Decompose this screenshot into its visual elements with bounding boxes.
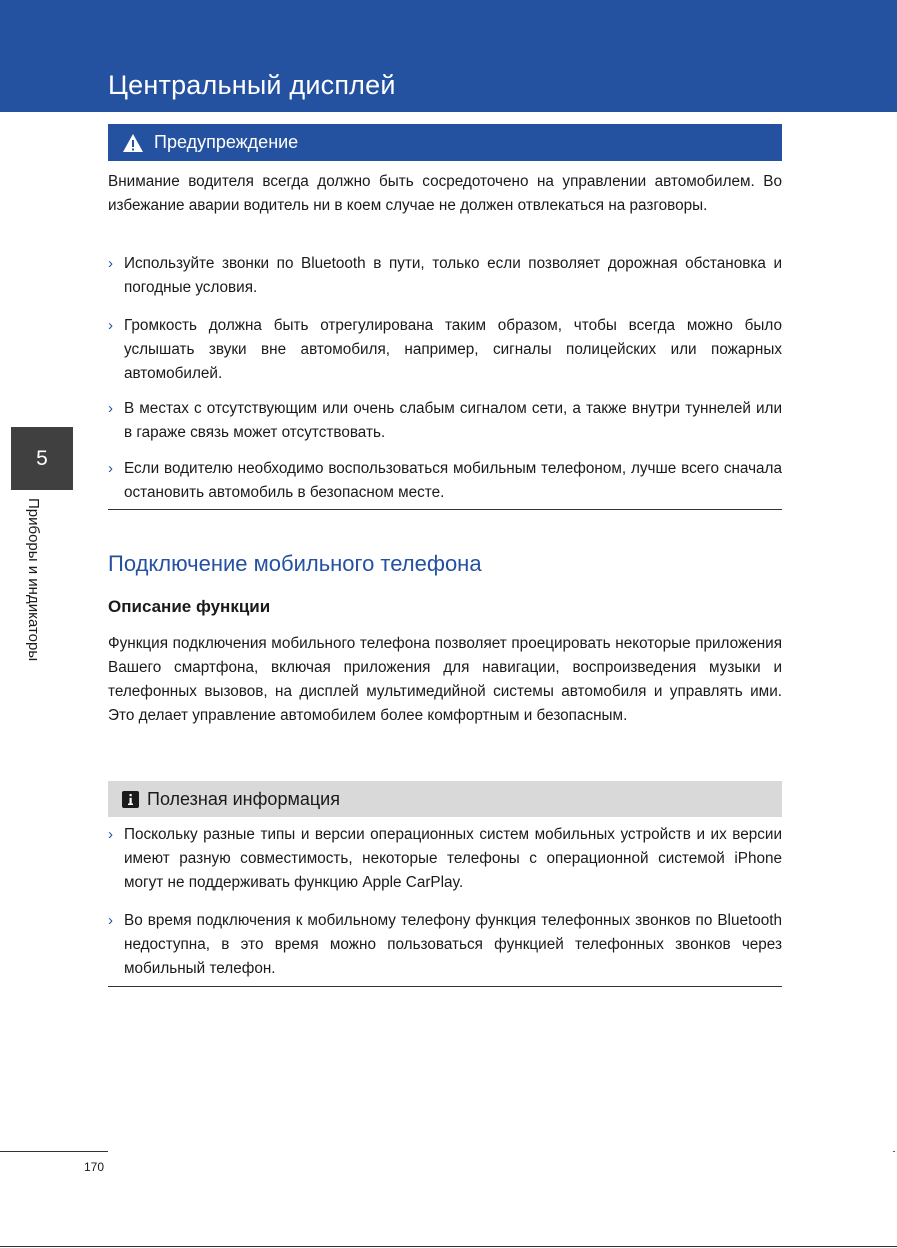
page-number: 170 [84,1160,105,1174]
warning-header [108,124,782,161]
warning-item [108,252,782,300]
section-title: Подключение мобильного телефона [108,551,482,576]
chapter-number: 5 [36,446,48,470]
info-item-text: Во время подключения к мобильному телефону функция телефонных звонков по Bluetooth недоступна, в это время можно пользоваться функцией телефонных звонков через мобильный телефон. [124,912,782,977]
page-title: Центральный дисплей [108,70,396,100]
info-item [108,909,782,981]
warning-item-text: Если водителю необходимо воспользоваться мобильным телефоном, лучше всего сначала остановить автомобиль в безопасном месте. [124,460,782,501]
divider [108,986,782,987]
info-item-text: Поскольку разные типы и версии операционных систем мобильных устройств и их версии имеют разную совместимость, некоторые телефоны с операционной системой iPhone могут не поддерживать функцию Apple CarPlay. [124,826,782,891]
warning-item-text: В местах с отсутствующим или очень слабым сигналом сети, а также внутри туннелей или в гараже связь может отсутствовать. [124,400,782,441]
chapter-tab [11,427,73,490]
page-header [0,0,897,112]
info-header [108,781,782,817]
warning-title: Предупреждение [154,132,299,152]
crop-mark [893,110,895,111]
chevron-right-icon: › [108,460,113,477]
info-title: Полезная информация [147,788,340,809]
divider [108,509,782,510]
warning-item-text: Громкость должна быть отрегулирована таким образом, чтобы всегда можно было услышать звуки вне автомобиля, например, сигналы полицейских или пожарных автомобилей. [124,317,782,382]
warning-triangle-icon [122,133,144,153]
footer-divider [0,1151,108,1152]
crop-mark [893,1151,895,1152]
chevron-right-icon: › [108,317,113,334]
warning-item [108,457,782,505]
warning-item [108,397,782,445]
chevron-right-icon: › [108,255,113,272]
chevron-right-icon: › [108,400,113,417]
warning-intro: Внимание водителя всегда должно быть сосредоточено на управлении автомобилем. Во избежание аварии водитель ни в коем случае не должен отвлекаться на разговоры. [108,173,782,214]
chapter-label: Приборы и индикаторы [25,498,42,662]
section-subtitle: Описание функции [108,597,271,616]
section-description: Функция подключения мобильного телефона позволяет проецировать некоторые приложения Вашего смартфона, включая приложения для навигации, воспроизведения музыки и телефонных вызовов, на дисплей мультимедийной системы автомобиля и управлять ими. Это делает управление автомобилем более комфортным и безопасным. [108,635,782,724]
chevron-right-icon: › [108,826,113,843]
bottom-border [0,1246,897,1247]
info-icon [122,791,139,808]
warning-item [108,314,782,386]
chevron-right-icon: › [108,912,113,929]
warning-item-text: Используйте звонки по Bluetooth в пути, только если позволяет дорожная обстановка и погодные условия. [124,255,782,296]
info-item [108,823,782,895]
